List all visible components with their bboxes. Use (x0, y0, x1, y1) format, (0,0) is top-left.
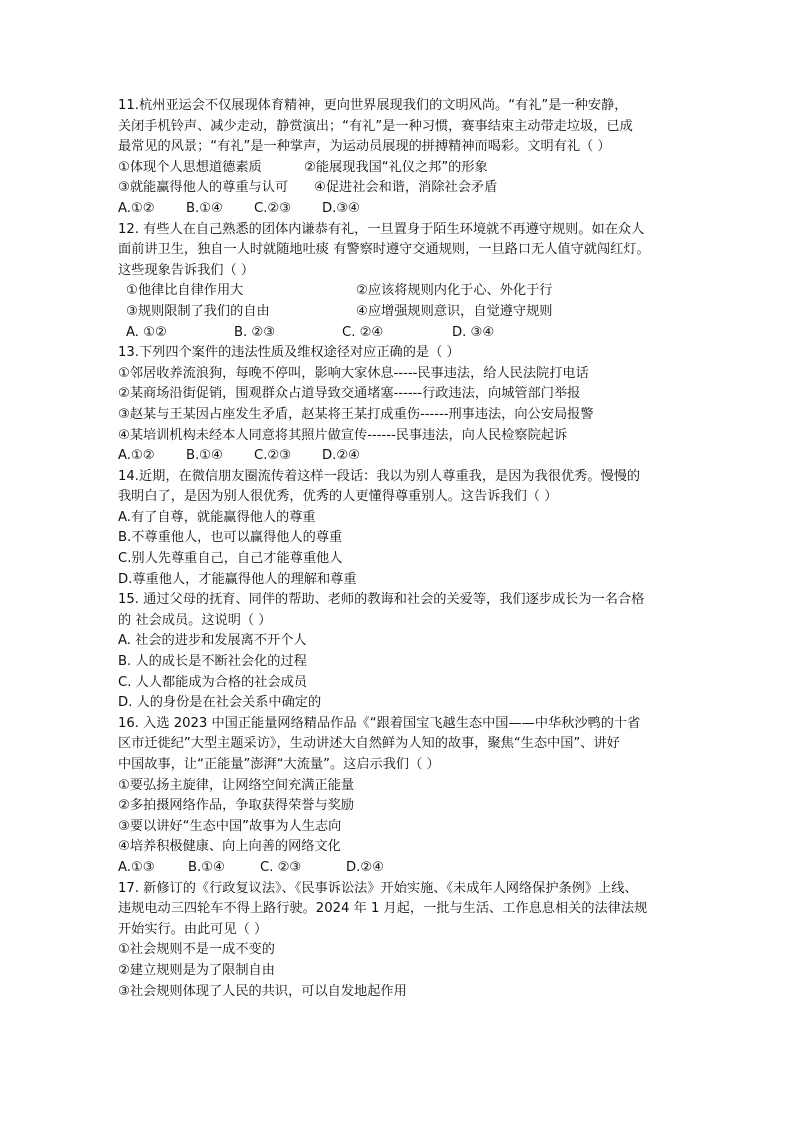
option-c[interactable]: C. ②④ (342, 324, 384, 340)
question-13 (118, 343, 678, 467)
statement: ①社会规则不是一成不变的 (118, 942, 275, 958)
statement: ③就能赢得他人的尊重与认可 (118, 180, 289, 196)
question-text: 中国故事，让“正能量”澎湃“大流量”。这启示我们（ ） (118, 757, 440, 772)
option-a[interactable]: A.①② (118, 200, 155, 216)
option-d[interactable]: D.②④ (322, 448, 360, 464)
option-b[interactable]: B.①④ (188, 859, 225, 875)
option-d[interactable]: D. ③④ (452, 324, 495, 340)
statement: ②建立规则是为了限制自由 (118, 962, 275, 978)
question-text: 关闭手机铃声、减少走动，静赏演出；“有礼”是一种习惯，赛事结束主动带走垃圾，已成 (118, 118, 633, 134)
question-text: 12. 有些人在自己熟悉的团体内谦恭有礼，一旦置身于陌生环境就不再遵守规则。如在众人 (118, 221, 645, 237)
statement-row (118, 158, 678, 179)
question-text: 最常见的风景；“有礼”是一种掌声，为运动员展现的拼搏精神而喝彩。文明有礼（ ） (118, 139, 611, 155)
question-text: 的 社会成员。这说明（ ） (118, 612, 272, 628)
statement-row (118, 281, 678, 302)
question-text: 区市迁徙纪”大型主题采访》，生动讲述大自然鲜为人知的故事，聚焦“生态中国”、讲好 (118, 736, 620, 752)
question-text: 违规电动三四轮车不得上路行驶。2024 年 1 月起，一批与生活、工作息息相关的法律法规 (118, 901, 648, 917)
statement: ③社会规则体现了人民的共识，可以自发地起作用 (118, 983, 407, 999)
statement: ④应增强规则意识，自觉遵守规则 (356, 303, 553, 319)
option-d[interactable]: D.②④ (346, 859, 384, 875)
question-text: 这些现象告诉我们（ ） (118, 262, 255, 278)
question-15 (118, 590, 678, 714)
option-c[interactable]: C.别人先尊重自己，自己才能尊重他人 (118, 551, 343, 567)
option-a[interactable]: A.①③ (118, 859, 155, 875)
option-c[interactable]: C. 人人都能成为合格的社会成员 (118, 674, 308, 690)
option-b[interactable]: B. ②③ (234, 324, 276, 340)
statement: ①要弘扬主旋律，让网络空间充满正能量 (118, 777, 355, 793)
statement: ③规则限制了我们的自由 (126, 303, 270, 319)
question-text: 我明白了，是因为别人很优秀，优秀的人更懂得尊重别人。这告诉我们（ ） (118, 489, 558, 505)
statement: ②多拍摄网络作品，争取获得荣誉与奖励 (118, 798, 355, 814)
question-text: 17. 新修订的《行政复议法》、《民事诉讼法》开始实施、《未成年人网络保护条例》上线、 (118, 880, 638, 896)
question-16 (118, 714, 678, 879)
question-text: ④某培训机构未经本人同意将其照片做宣传------民事违法，向人民检察院起诉 (118, 427, 568, 443)
question-text: 16. 入选 2023 中国正能量网络精品作品《“跟着国宝飞越生态中国——中华秋沙鸭的十省 (118, 715, 641, 731)
question-text: ①邻居收养流浪狗，每晚不停叫，影响大家休息-----民事违法，给人民法院打电话 (118, 365, 589, 381)
statement: ④培养积极健康、向上向善的网络文化 (118, 839, 341, 855)
question-text: 开始实行。由此可见（ ） (118, 921, 268, 937)
answer-options (118, 858, 678, 879)
answer-options (118, 199, 678, 220)
statement-row (118, 178, 678, 199)
question-text: 面前讲卫生，独自一人时就随地吐痰 有警察时遵守交通规则，一旦路口无人值守就闯红灯。 (118, 242, 650, 258)
option-b[interactable]: B.不尊重他人，也可以赢得他人的尊重 (118, 530, 343, 546)
exam-page (118, 96, 678, 1002)
question-text: ③赵某与王某因占座发生矛盾，赵某将王某打成重伤------刑事违法，向公安局报警 (118, 406, 594, 422)
option-b[interactable]: B.①④ (186, 448, 223, 464)
option-c[interactable]: C.②③ (254, 448, 292, 464)
option-d[interactable]: D.尊重他人，才能赢得他人的理解和尊重 (118, 571, 357, 587)
statement-row (118, 302, 678, 323)
option-a[interactable]: A. ①② (126, 324, 167, 340)
question-12 (118, 220, 678, 344)
answer-options (118, 323, 678, 344)
statement: ②应该将规则内化于心、外化于行 (356, 283, 553, 299)
option-b[interactable]: B. 人的成长是不断社会化的过程 (118, 654, 307, 670)
question-11 (118, 96, 678, 220)
question-text: 13.下列四个案件的违法性质及维权途径对应正确的是（ ） (118, 345, 460, 361)
option-d[interactable]: D. 人的身份是在社会关系中确定的 (118, 695, 322, 711)
question-text: ②某商场沿街促销，围观群众占道导致交通堵塞------行政违法，向城管部门举报 (118, 386, 581, 402)
option-d[interactable]: D.③④ (322, 200, 360, 216)
question-text: 11.杭州亚运会不仅展现体育精神，更向世界展现我们的文明风尚。“有礼”是一种安静， (118, 98, 628, 113)
option-a[interactable]: A. 社会的进步和发展离不开个人 (118, 633, 307, 649)
statement: ②能展现我国“礼仪之邦”的形象 (304, 159, 488, 175)
statement: ④促进社会和谐，消除社会矛盾 (314, 180, 498, 196)
question-17 (118, 879, 678, 1003)
answer-options (118, 446, 678, 467)
option-c[interactable]: C.②③ (254, 200, 292, 216)
question-14 (118, 467, 678, 591)
option-b[interactable]: B.①④ (186, 200, 223, 216)
statement: ③要以讲好“生态中国”故事为人生志向 (118, 818, 342, 834)
question-text: 15. 通过父母的抚育、同伴的帮助、老师的教诲和社会的关爱等，我们逐步成长为一名合格 (118, 592, 645, 608)
option-c[interactable]: C. ②③ (260, 859, 302, 875)
statement: ①体现个人思想道德素质 (118, 159, 262, 175)
option-a[interactable]: A.有了自尊，就能赢得他人的尊重 (118, 509, 316, 525)
question-text: 14.近期，在微信朋友圈流传着这样一段话：我以为别人尊重我，是因为我很优秀。慢慢的 (118, 468, 641, 484)
statement: ①他律比自律作用大 (126, 283, 244, 299)
option-a[interactable]: A.①② (118, 448, 155, 464)
